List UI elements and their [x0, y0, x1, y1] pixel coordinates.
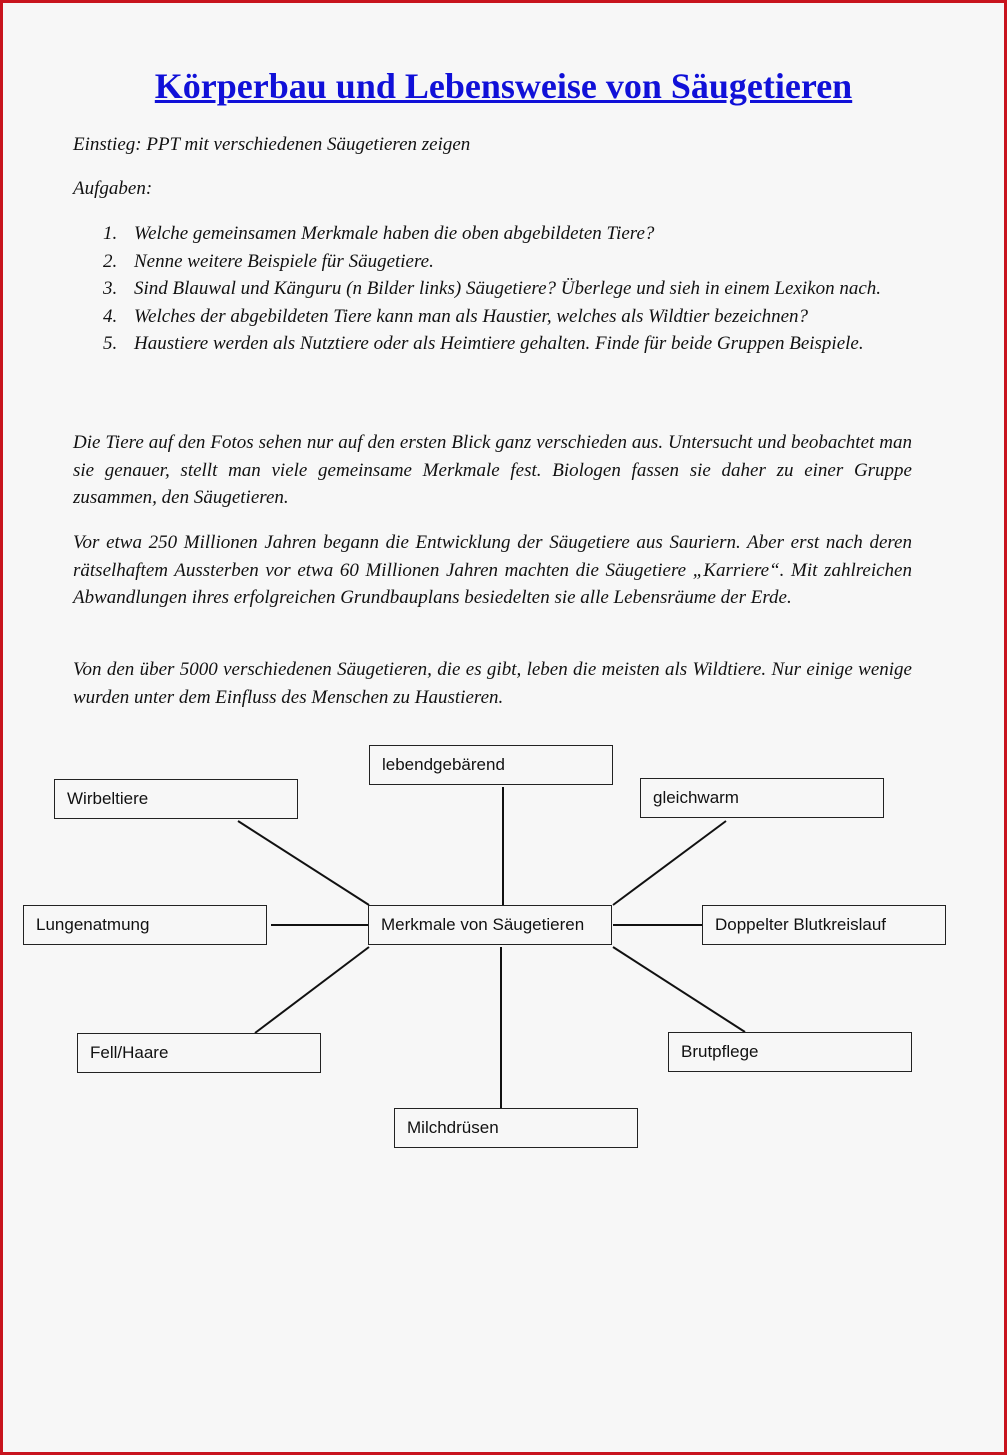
task-number: 5. [103, 333, 118, 354]
node-lungenatmung: Lungenatmung [23, 905, 267, 945]
connector-bottom-right [613, 947, 745, 1032]
node-gleichwarm: gleichwarm [640, 778, 884, 818]
paragraph-intro-mammals: Die Tiere auf den Fotos sehen nur auf den ersten Blick ganz verschieden aus. Untersucht und beobachtet man sie genauer, stellt man viele gemeinsame Merkmale fest. Biologen fassen sie daher zu einer Gruppe zusammen, den Säugetieren. [73, 432, 912, 508]
task-text: Welche gemeinsamen Merkmale haben die oben abgebildeten Tiere? [134, 223, 655, 244]
node-milchdruesen: Milchdrüsen [394, 1108, 638, 1148]
task-number: 3. [103, 278, 118, 299]
node-doppelter-blutkreislauf: Doppelter Blutkreislauf [702, 905, 946, 945]
tasks-heading: Aufgaben: [73, 178, 153, 199]
paragraph-evolution: Vor etwa 250 Millionen Jahren begann die Entwicklung der Säugetiere aus Sauriern. Aber erst nach deren rätselhaftem Aussterben vor etwa 60 Millionen Jahren machten die Säugetiere „Karriere“. Mit zahlreichen Abwandlungen ihres erfolgreichen Grundbauplans besiedelten sie alle Lebensräume der Erde. [73, 532, 912, 608]
task-number: 2. [103, 250, 118, 272]
node-lebendgebaerend: lebendgebärend [369, 745, 613, 785]
mindmap-connectors [3, 3, 1007, 1455]
node-brutpflege: Brutpflege [668, 1032, 912, 1072]
task-text: Welches der abgebildeten Tiere kann man als Haustier, welches als Wildtier bezeichnen? [134, 305, 809, 327]
connector-top-left [238, 821, 369, 905]
connector-top-right [613, 821, 726, 905]
node-center-merkmale: Merkmale von Säugetieren [368, 905, 612, 945]
task-text: Haustiere werden als Nutztiere oder als Heimtiere gehalten. Finde für beide Gruppen Beispiele. [134, 333, 864, 354]
connector-bottom-left [255, 947, 369, 1033]
task-number: 4. [103, 305, 118, 327]
intro-text: Einstieg: PPT mit verschiedenen Säugetieren zeigen [73, 134, 471, 155]
page-title: Körperbau und Lebensweise von Säugetieren [154, 66, 853, 106]
paragraph-wild-domestic: Von den über 5000 verschiedenen Säugetieren, die es gibt, leben die meisten als Wildtiere. Nur einige wenige wurden unter dem Einfluss des Menschen zu Haustieren. [73, 659, 912, 708]
node-fell-haare: Fell/Haare [77, 1033, 321, 1073]
node-wirbeltiere: Wirbeltiere [54, 779, 298, 819]
task-text: Nenne weitere Beispiele für Säugetiere. [134, 250, 434, 272]
task-text: Sind Blauwal und Känguru (n Bilder links) Säugetiere? Überlege und sieh in einem Lexikon nach. [134, 278, 882, 299]
task-number: 1. [103, 223, 118, 244]
